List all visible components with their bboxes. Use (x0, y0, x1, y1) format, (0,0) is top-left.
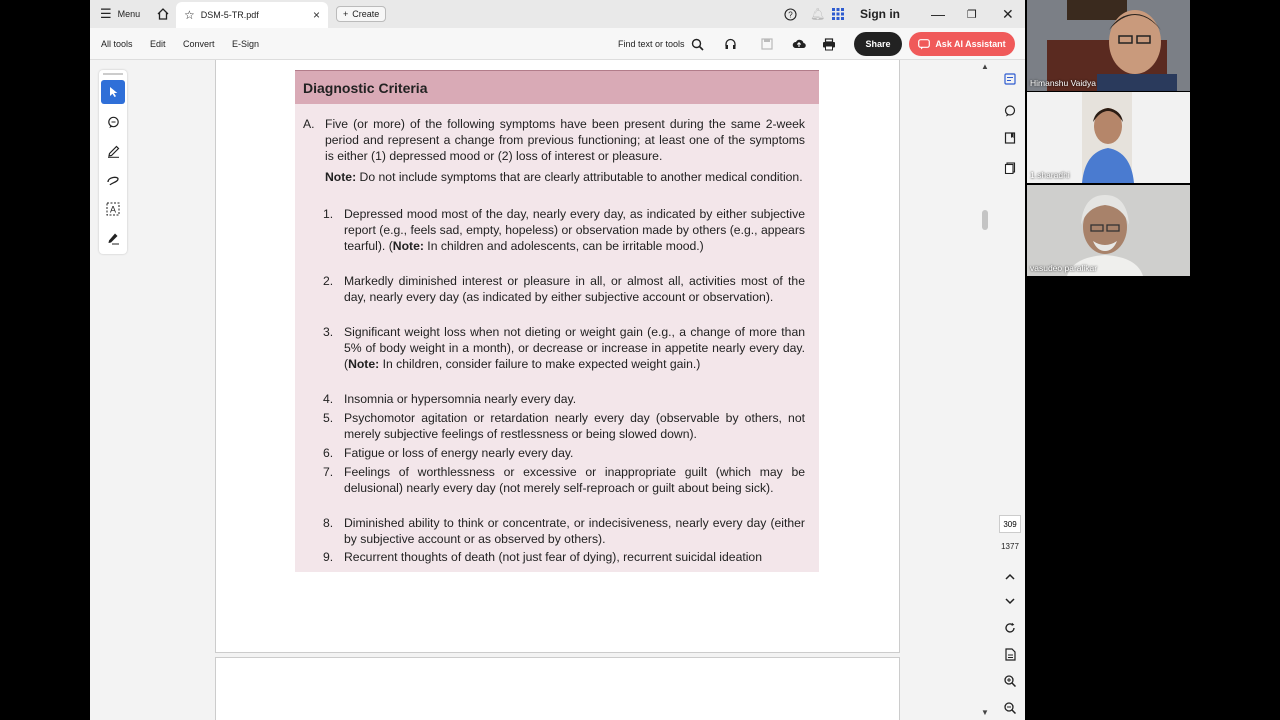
document-tab[interactable] (176, 2, 328, 28)
criterion-a-marker: A. (303, 117, 315, 131)
create-button[interactable] (336, 6, 386, 22)
list-item: Recurrent thoughts of death (not just fear of dying), recurrent suicidal ideation (344, 550, 762, 564)
criteria-heading: Diagnostic Criteria (295, 70, 819, 104)
item-number: 2. (323, 274, 334, 288)
scroll-up-icon[interactable]: ▲ (981, 62, 989, 71)
participant-name: Himanshu Vaidya (1030, 78, 1096, 88)
participant-name: 1.sharadhi (1030, 170, 1070, 180)
search-icon (691, 38, 704, 51)
comment-icon[interactable] (101, 110, 125, 134)
select-cursor-icon[interactable] (101, 80, 125, 104)
read-aloud-icon[interactable] (724, 28, 737, 60)
all-tools-menu[interactable]: All tools (101, 39, 133, 49)
apps-grid-icon[interactable] (832, 0, 844, 28)
ai-summary-icon[interactable] (995, 68, 1025, 90)
tools-bar (90, 28, 1025, 60)
restore-icon[interactable]: ❐ (967, 8, 977, 21)
list-item: Psychomotor agitation or retardation nearly every day (observable by others, not merely subjective feelings of restlessness or being slowed down). (344, 411, 805, 441)
minimize-icon[interactable]: — (931, 6, 945, 22)
scroll-down-icon[interactable]: ▼ (981, 708, 989, 717)
bookmarks-icon[interactable] (995, 127, 1025, 149)
item-number: 6. (323, 446, 334, 460)
item-number: 7. (323, 465, 334, 479)
item-number: 5. (323, 411, 334, 425)
current-page-input[interactable]: 309 (999, 515, 1021, 533)
diagnostic-criteria-box (295, 70, 819, 572)
menu-label: Menu (117, 9, 141, 19)
pages-icon[interactable] (995, 157, 1025, 179)
participant-tile[interactable] (1027, 92, 1190, 183)
item-number: 3. (323, 325, 334, 339)
ai-assistant-label: Ask AI Assistant (935, 39, 1006, 49)
zoom-out-icon[interactable] (995, 697, 1025, 719)
participant-name: vasudeo paralikar (1030, 263, 1098, 273)
hamburger-icon: ☰ (100, 6, 112, 21)
save-icon[interactable] (761, 28, 773, 60)
find-text-button[interactable] (618, 28, 704, 60)
esign-menu[interactable]: E-Sign (232, 39, 260, 49)
ai-assistant-icon (918, 39, 930, 50)
next-page-icon[interactable] (995, 590, 1025, 612)
list-item: Significant weight loss when not dieting or weight gain (e.g., a change of more than 5% of body weight in a month), or decrease or increase in appetite nearly every day. (Note: In children, consider failure to make expected weight gain.) (344, 325, 805, 371)
freehand-draw-icon[interactable] (101, 168, 125, 192)
scroll-thumb[interactable] (982, 210, 988, 230)
close-tab-icon[interactable]: × (312, 8, 320, 22)
signature-icon[interactable] (101, 226, 125, 250)
previous-page-icon[interactable] (995, 565, 1025, 587)
menu-button[interactable] (100, 0, 140, 28)
right-rail (995, 60, 1025, 720)
item-number: 4. (323, 392, 334, 406)
help-icon[interactable] (784, 0, 797, 28)
note-label: Note: (325, 170, 357, 184)
total-pages: 1377 (1001, 542, 1019, 551)
title-bar (90, 0, 1025, 28)
participant-tile[interactable] (1027, 185, 1190, 276)
tab-title: DSM-5-TR.pdf (200, 10, 259, 20)
star-icon[interactable]: ☆ (184, 8, 195, 22)
convert-menu[interactable]: Convert (183, 39, 215, 49)
svg-text:A: A (109, 204, 117, 215)
edit-menu[interactable]: Edit (150, 39, 166, 49)
item-number: 9. (323, 550, 334, 564)
panel-grip[interactable] (103, 73, 123, 75)
notification-bell-icon[interactable]: 🔔︎ (810, 7, 826, 21)
share-button[interactable]: Share (854, 32, 902, 56)
find-label: Find text or tools (618, 39, 685, 49)
list-item: Markedly diminished interest or pleasure in all, or almost all, activities most of the day, nearly every day (as indicated by either subjective account or observation). (344, 274, 805, 304)
page-separator (215, 652, 900, 658)
page-display-icon[interactable] (995, 643, 1025, 665)
criterion-a-text: Five (or more) of the following symptoms have been present during the same 2-week period and represent a change from previous functioning; at least one of the symptoms is either (1) depressed mood or (2) loss of interest or pleasure. (325, 117, 805, 163)
item-number: 1. (323, 207, 334, 221)
print-icon[interactable] (822, 28, 836, 60)
list-item: Insomnia or hypersomnia nearly every day. (344, 392, 577, 406)
criterion-a-note (325, 169, 805, 185)
upload-cloud-icon[interactable] (792, 28, 806, 60)
rotate-icon[interactable] (995, 617, 1025, 639)
acrobat-window (90, 0, 1025, 720)
ai-assistant-button[interactable] (909, 32, 1015, 56)
list-item: Depressed mood most of the day, nearly every day, as indicated by either subjective report (e.g., feels sad, empty, hopeless) or observation made by others (e.g., appears tearful). (Note: In children and adolescents, can be irritable mood.) (344, 207, 805, 253)
list-item: Diminished ability to think or concentrate, or indecisiveness, nearly every day (either by subjective account or as observed by others). (344, 516, 805, 546)
sign-in-button[interactable]: Sign in (860, 7, 900, 21)
text-box-icon[interactable] (101, 197, 125, 221)
item-number: 8. (323, 516, 334, 530)
home-icon[interactable] (156, 0, 170, 28)
quick-tools-panel (99, 70, 127, 254)
create-label: Create (352, 9, 380, 19)
list-item: Fatigue or loss of energy nearly every day. (344, 446, 574, 460)
note-text: Do not include symptoms that are clearly attributable to another medical condition. (356, 170, 803, 184)
video-participants-panel (1027, 0, 1190, 276)
list-item: Feelings of worthlessness or excessive or inappropriate guilt (which may be delusional) nearly every day (not merely self-reproach or guilt about being sick). (344, 465, 805, 495)
vertical-scrollbar[interactable] (979, 60, 991, 720)
highlight-pen-icon[interactable] (101, 139, 125, 163)
comments-panel-icon[interactable] (995, 100, 1025, 122)
close-window-icon[interactable]: ✕ (1002, 5, 1014, 22)
plus-icon: + (343, 9, 349, 19)
svg-text:?: ? (788, 10, 793, 19)
zoom-in-icon[interactable] (995, 670, 1025, 692)
participant-tile[interactable] (1027, 0, 1190, 91)
